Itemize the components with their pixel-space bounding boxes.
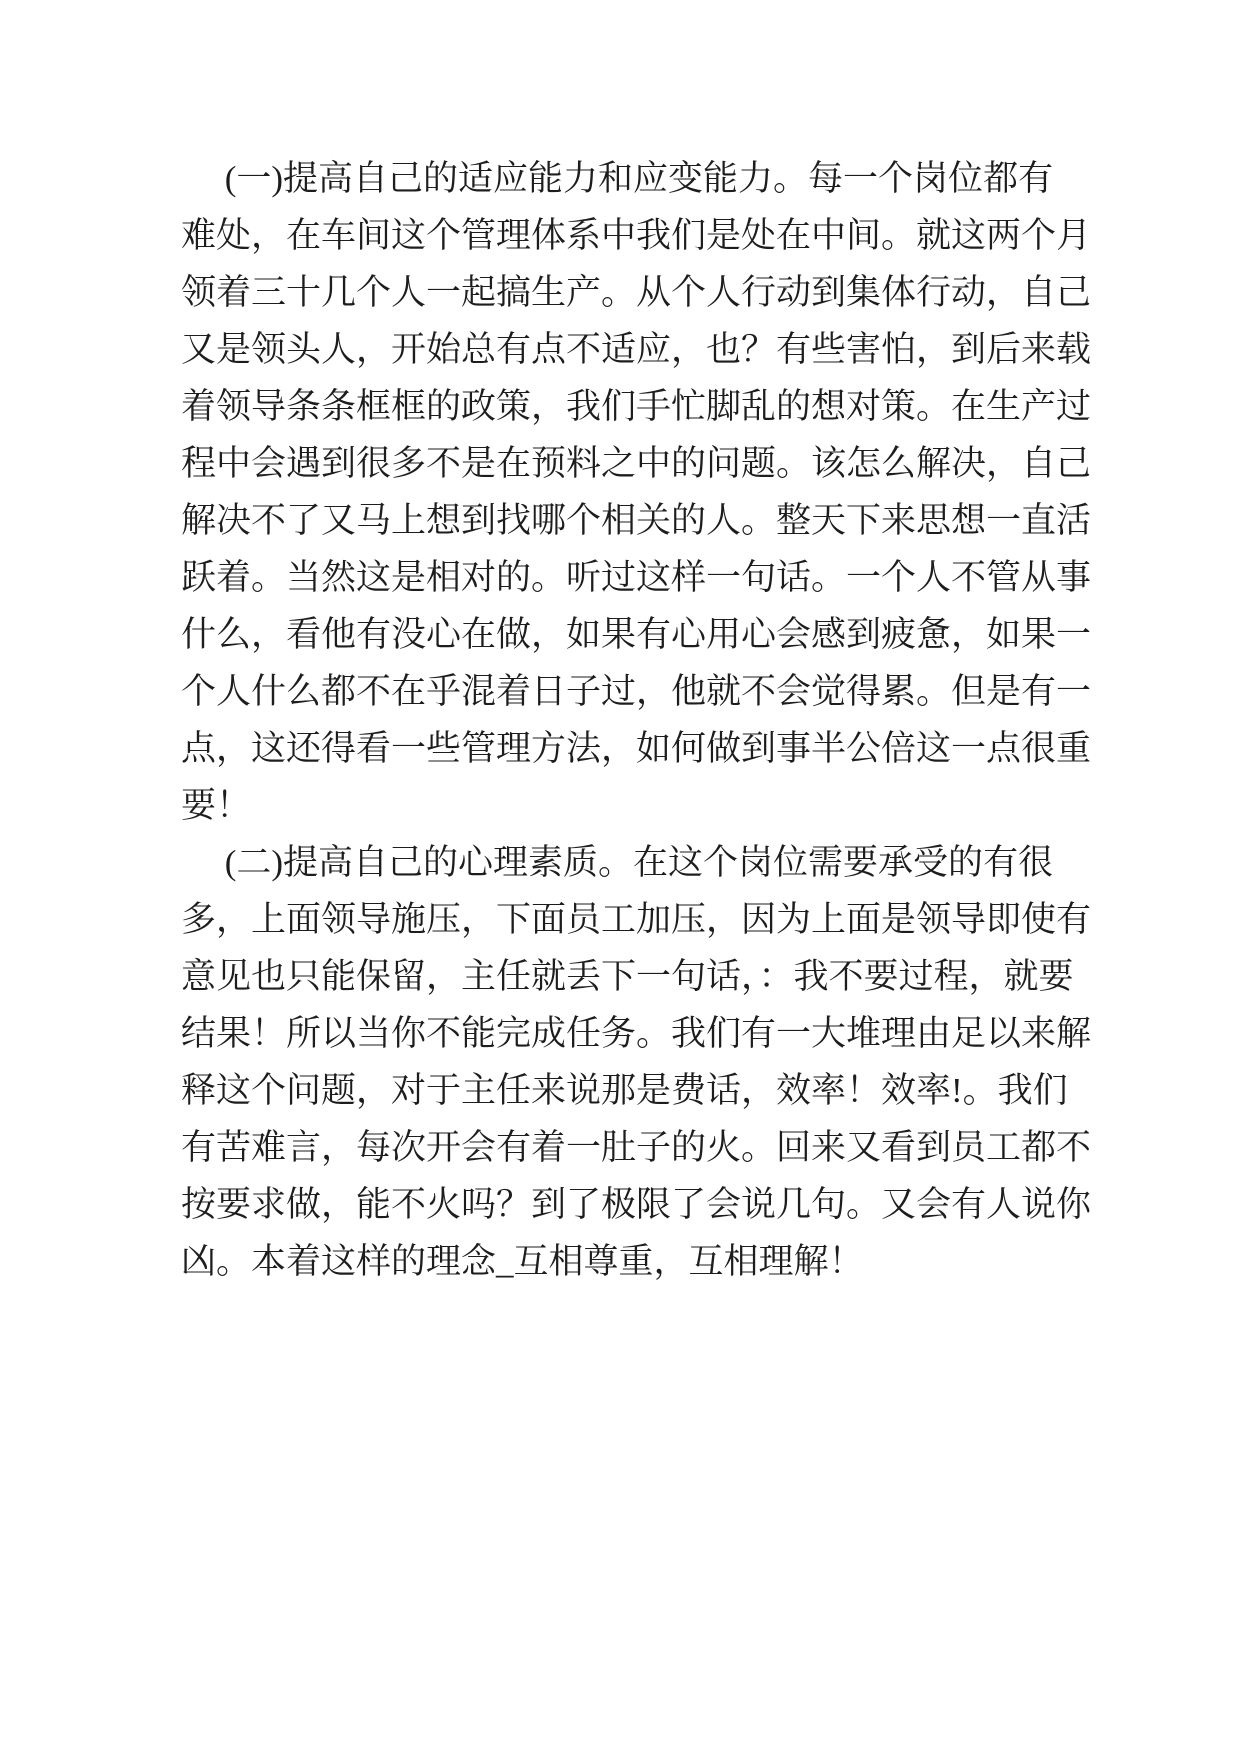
text-line: 释这个问题，对于主任来说那是费话，效率！效率!。我们	[181, 1071, 1068, 1110]
text-line: 有苦难言，每次开会有着一肚子的火。回来又看到员工都不	[181, 1128, 1092, 1167]
text-line: 个人什么都不在乎混着日子过，他就不会觉得累。但是有一	[181, 672, 1092, 711]
text-line: 又是领头人，开始总有点不适应，也？有些害怕，到后来载	[181, 330, 1092, 369]
text-line: 意见也只能保留，主任就丢下一句话，：我不要过程，就要	[181, 957, 1074, 996]
text-line: 领着三十几个人一起搞生产。从个人行动到集体行动，自己	[181, 273, 1092, 312]
text-line: 结果！所以当你不能完成任务。我们有一大堆理由足以来解	[181, 1014, 1092, 1053]
text-line: 着领导条条框框的政策，我们手忙脚乱的想对策。在生产过	[181, 387, 1092, 426]
text-line: 要！	[181, 786, 252, 825]
text-line: (一)提高自己的适应能力和应变能力。每一个岗位都有	[224, 159, 1054, 198]
text-line: 解决不了又马上想到找哪个相关的人。整天下来思想一直活	[181, 501, 1092, 540]
text-line: 多，上面领导施压，下面员工加压，因为上面是领导即使有	[181, 900, 1092, 939]
text-line: 点，这还得看一些管理方法，如何做到事半公倍这一点很重	[181, 729, 1092, 768]
text-line: 程中会遇到很多不是在预料之中的问题。该怎么解决，自己	[181, 444, 1092, 483]
text-line: 凶。本着这样的理念_互相尊重，互相理解！	[181, 1242, 864, 1281]
text-line: 按要求做，能不火吗？到了极限了会说几句。又会有人说你	[181, 1185, 1092, 1224]
text-line: (二)提高自己的心理素质。在这个岗位需要承受的有很	[224, 843, 1054, 882]
text-line: 跃着。当然这是相对的。听过这样一句话。一个人不管从事	[181, 558, 1092, 597]
text-line: 难处，在车间这个管理体系中我们是处在中间。就这两个月	[181, 216, 1092, 255]
paragraph-2	[181, 834, 1092, 1290]
paragraph-1	[181, 150, 1092, 834]
text-line: 什么，看他有没心在做，如果有心用心会感到疲惫，如果一	[181, 615, 1092, 654]
